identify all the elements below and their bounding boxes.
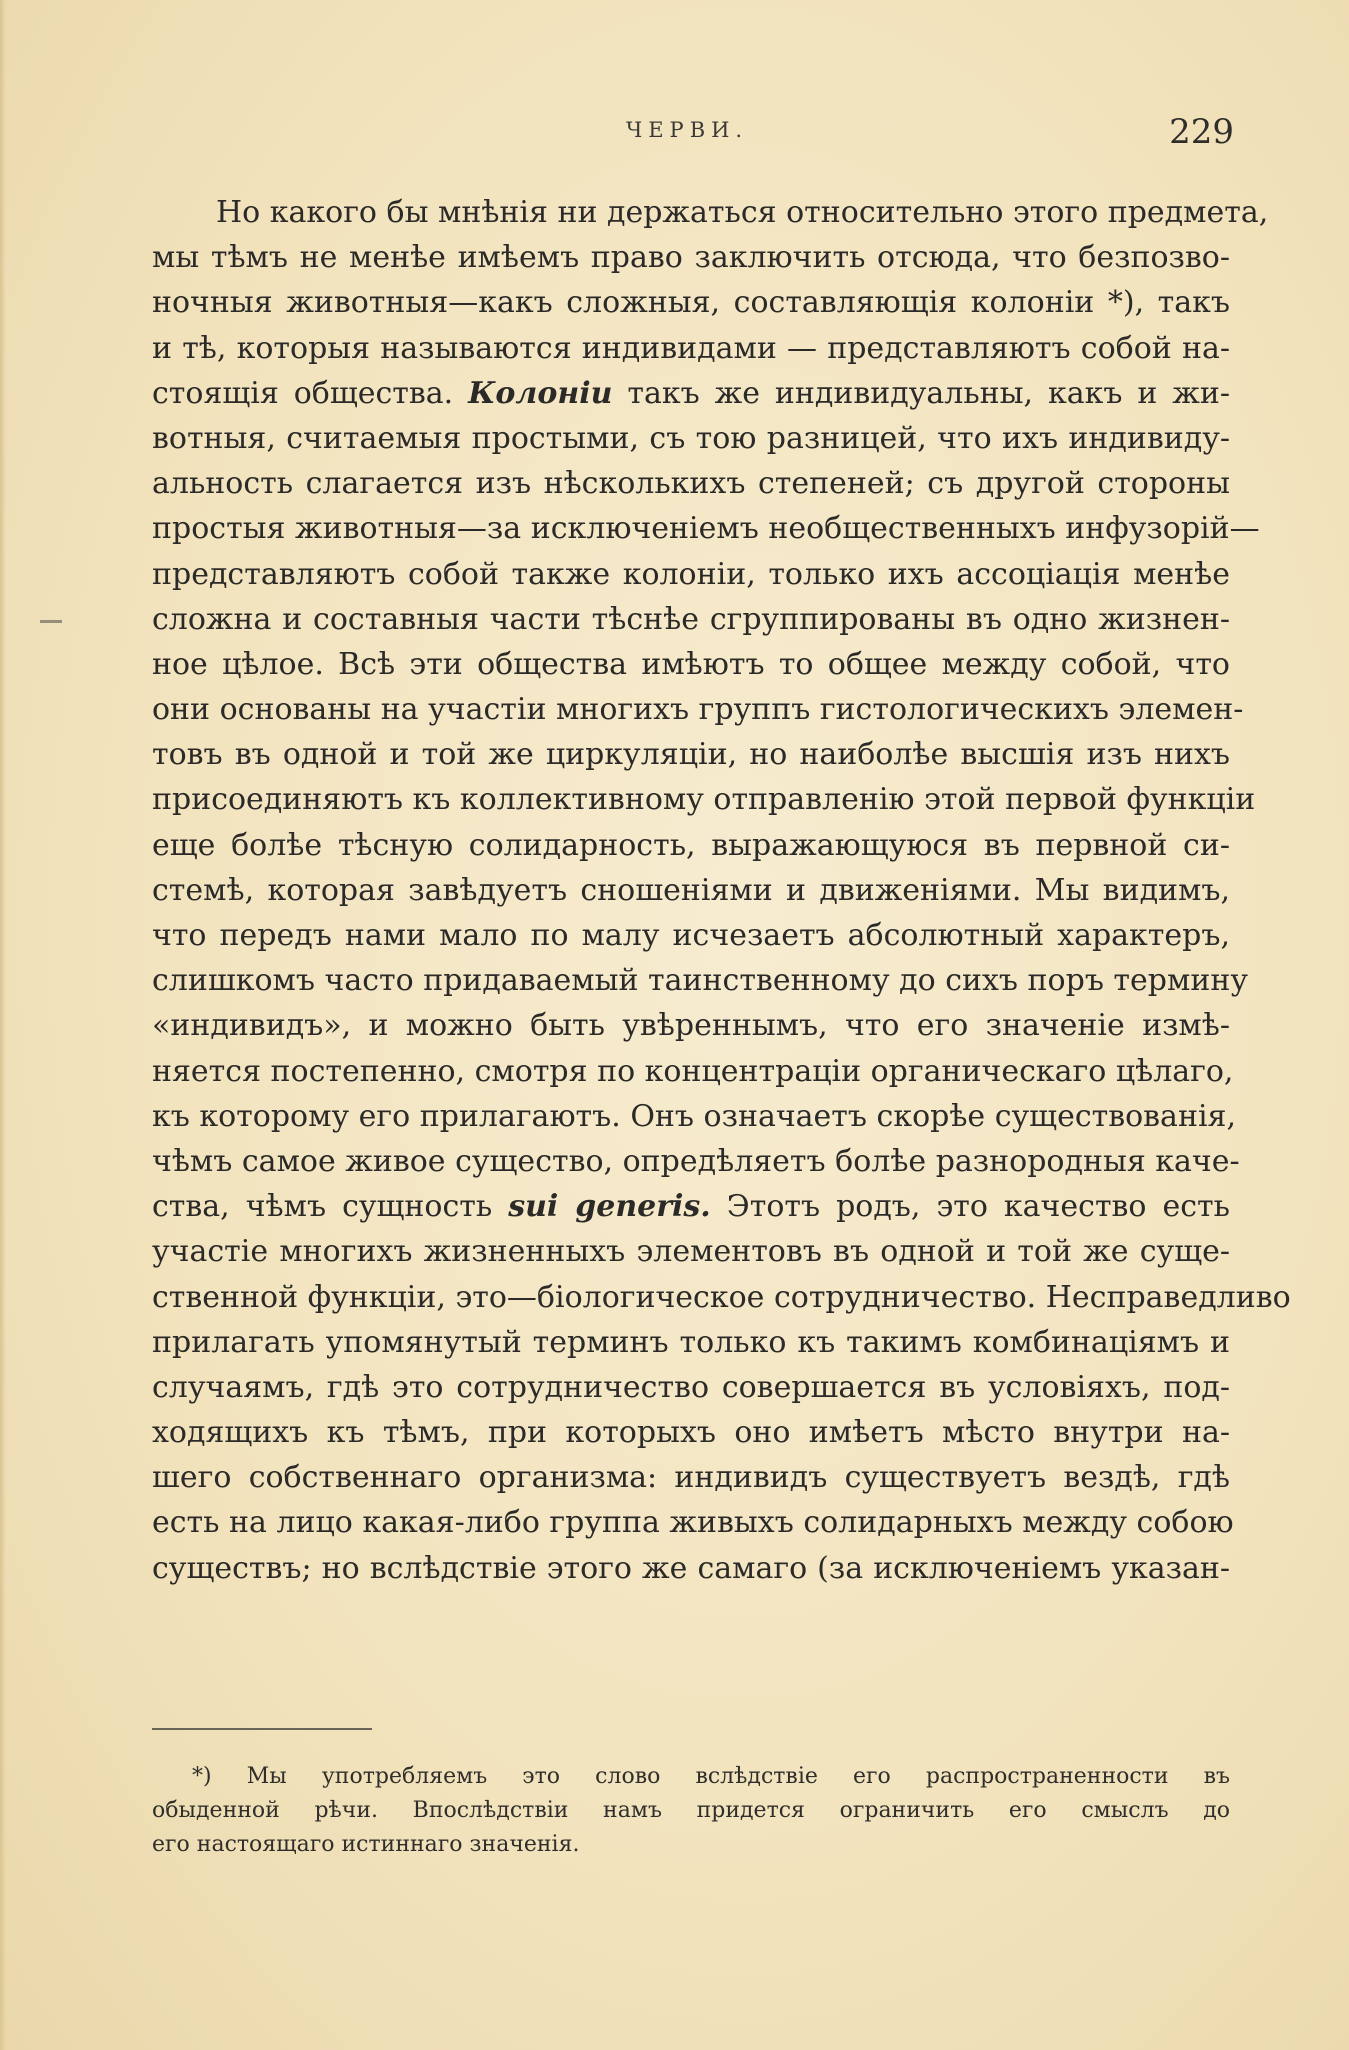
text-line: ственной функціи, это—біологическое сотрудничество. Несправедливо xyxy=(152,1279,1291,1315)
text-line: прилагать упомянутый терминъ только къ такимъ комбинаціямъ и xyxy=(152,1324,1230,1360)
text-line: чѣмъ самое живое существо, опредѣляетъ болѣе разнородныя каче- xyxy=(152,1143,1240,1179)
text-line: и тѣ, которыя называются индивидами — представляютъ собой на- xyxy=(152,330,1230,366)
text-line: слишкомъ часто придаваемый таинственному до сихъ поръ термину xyxy=(152,963,1248,999)
page-number: 229 xyxy=(1169,112,1234,152)
text-line: альность слагается изъ нѣсколькихъ степеней; съ другой стороны xyxy=(152,466,1230,502)
emphasis-kolonii: Колоніи xyxy=(468,375,613,411)
text-line: присоединяютъ къ коллективному отправленію этой первой функціи xyxy=(152,782,1256,818)
footnote-line: его настоящаго истиннаго значенія. xyxy=(152,1832,580,1857)
text-line: существъ; но вслѣдствіе этого же самаго (за исключеніемъ указан- xyxy=(152,1550,1230,1586)
running-title: ЧЕРВИ. xyxy=(626,118,749,142)
text-line: что передъ нами мало по малу исчезаетъ абсолютный характеръ, xyxy=(152,918,1230,953)
text-line: вотныя, считаемыя простыми, съ тою разницей, что ихъ индивиду- xyxy=(152,420,1230,456)
text-line: есть на лицо какая-либо группа живыхъ солидарныхъ между собою xyxy=(152,1505,1234,1541)
footnote-rule xyxy=(152,1728,372,1730)
text-segment: такъ же индивидуальны, какъ и жи- xyxy=(627,375,1230,411)
body-text xyxy=(152,190,1291,1591)
text-line: мы тѣмъ не менѣе имѣемъ право заключить отсюда, что безпозво- xyxy=(152,240,1230,276)
page-left-edge xyxy=(0,0,6,2050)
emphasis-sui-generis: sui generis. xyxy=(508,1189,711,1225)
text-line: участіе многихъ жизненныхъ элементовъ въ одной и той же суще- xyxy=(152,1234,1230,1270)
text-line: стемѣ, которая завѣдуетъ сношеніями и движеніями. Мы видимъ, xyxy=(152,872,1230,908)
margin-mark xyxy=(40,620,62,623)
text-line-with-emphasis xyxy=(152,1184,1230,1229)
text-line-with-emphasis xyxy=(152,371,1230,416)
text-line: еще болѣе тѣсную солидарность, выражающуюся въ первной си- xyxy=(152,827,1230,863)
text-line: сложна и составныя части тѣснѣе сгруппированы въ одно жизнен- xyxy=(152,601,1230,637)
text-line: Но какого бы мнѣнія ни держаться относительно этого предмета, xyxy=(216,195,1269,230)
footnote-line: *) Мы употребляемъ это слово вслѣдствіе его распространенности въ xyxy=(192,1764,1230,1789)
text-line: простыя животныя—за исключеніемъ необщественныхъ инфузорій— xyxy=(152,511,1260,547)
text-segment: ства, чѣмъ сущность xyxy=(152,1189,493,1225)
footnote xyxy=(152,1760,1230,1862)
text-line: ное цѣлое. Всѣ эти общества имѣютъ то общее между собой, что xyxy=(152,646,1230,682)
text-line: ходящихъ къ тѣмъ, при которыхъ оно имѣетъ мѣсто внутри на- xyxy=(152,1415,1230,1451)
text-line: случаямъ, гдѣ это сотрудничество совершается въ условіяхъ, под- xyxy=(152,1369,1230,1405)
text-line: къ которому его прилагаютъ. Онъ означаетъ скорѣе существованія, xyxy=(152,1098,1236,1134)
text-line: «индивидъ», и можно быть увѣреннымъ, что его значеніе измѣ- xyxy=(152,1008,1230,1044)
text-line: ночныя животныя—какъ сложныя, составляющія колоніи *), такъ xyxy=(152,285,1230,321)
text-line: няется постепенно, смотря по концентраціи органическаго цѣлаго, xyxy=(152,1053,1234,1089)
text-line: шего собственнаго организма: индивидъ существуетъ вездѣ, гдѣ xyxy=(152,1460,1230,1496)
text-line: товъ въ одной и той же циркуляціи, но наиболѣе высшія изъ нихъ xyxy=(152,737,1230,773)
text-line: они основаны на участіи многихъ группъ гистологическихъ элемен- xyxy=(152,692,1244,728)
text-line: представляютъ собой также колоніи, только ихъ ассоціація менѣе xyxy=(152,556,1230,592)
text-segment: стоящія общества. xyxy=(152,375,454,411)
footnote-line: обыденной рѣчи. Впослѣдствіи намъ придется ограничить его смыслъ до xyxy=(152,1798,1230,1823)
text-segment: Этотъ родъ, это качество есть xyxy=(726,1189,1230,1225)
